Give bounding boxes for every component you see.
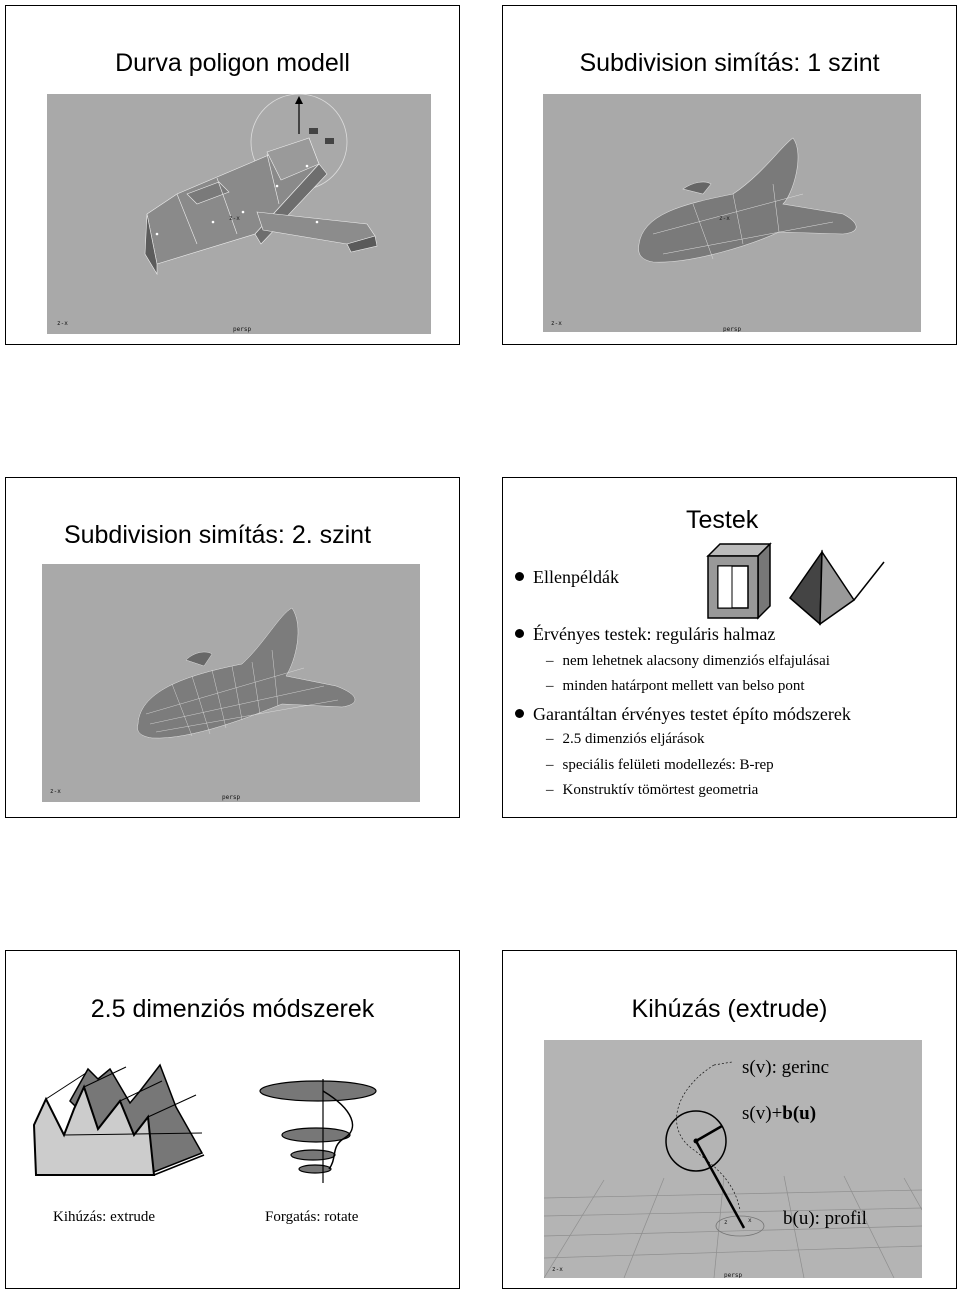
view-label-2: persp <box>723 326 742 332</box>
counterexample-solids <box>698 538 948 628</box>
annotation-gerinc: s(v): gerinc <box>742 1057 830 1078</box>
sub-item-3: – 2.5 dimenziós eljárások <box>546 731 705 747</box>
slide-1 <box>5 5 460 345</box>
svg-text:z-x: z-x <box>719 215 730 222</box>
slide-1-title: Durva poligon modell <box>115 49 350 77</box>
axis-label-6: z-x <box>552 1266 563 1273</box>
sub-item-2: – minden határpont mellett van belso pont <box>546 678 805 694</box>
slide-5-title: 2.5 dimenziós módszerek <box>90 995 375 1023</box>
axis-label-2: z-x <box>551 320 562 327</box>
airplane-subdiv-2 <box>42 564 420 802</box>
bullet-dot <box>515 709 524 718</box>
caption-rotate: Forgatás: rotate <box>265 1209 359 1225</box>
bullet-ervenyes: Érvényes testek: reguláris halmaz <box>515 624 775 645</box>
annotation-sum: s(v)+b(u) <box>742 1103 817 1124</box>
slide-4-title: Testek <box>686 506 759 534</box>
svg-text:z: z <box>724 1219 728 1226</box>
viewport-1 <box>47 94 431 334</box>
slide-6 <box>502 950 957 1289</box>
extrude-illustration <box>30 1059 210 1189</box>
sub-item-4: – speciális felületi modellezés: B-rep <box>546 757 774 773</box>
viewport-3 <box>42 564 420 802</box>
view-label-3: persp <box>222 794 241 801</box>
bullet-dot <box>515 572 524 581</box>
airplane-subdiv-1 <box>543 94 921 332</box>
caption-extrude: Kihúzás: extrude <box>53 1209 156 1225</box>
axis-label-1: z-x <box>57 320 68 327</box>
view-label-6: persp <box>724 1272 743 1278</box>
bullet-dot <box>515 629 524 638</box>
slide-3 <box>5 477 460 818</box>
slide-2 <box>502 5 957 345</box>
extrude-grid-scene <box>544 1040 922 1278</box>
viewport-2 <box>543 94 921 332</box>
viewport-6 <box>544 1040 922 1278</box>
bullet-ellenpeldak: Ellenpéldák <box>515 567 619 588</box>
slide-4 <box>502 477 957 818</box>
sub-item-1: – nem lehetnek alacsony dimenziós elfajulásai <box>546 653 830 669</box>
slide-3-title: Subdivision simítás: 2. szint <box>63 521 372 549</box>
svg-text:x: x <box>748 1217 752 1224</box>
airplane-coarse <box>47 94 431 334</box>
sub-item-5: – Konstruktív tömörtest geometria <box>546 782 759 798</box>
annotation-profil: b(u): profil <box>783 1208 867 1229</box>
rotate-illustration <box>253 1079 383 1189</box>
slide-2-title: Subdivision simítás: 1 szint <box>579 49 880 77</box>
view-label-1: persp <box>233 326 252 333</box>
slide-5 <box>5 950 460 1289</box>
bullet-garantaltan: Garantáltan érvényes testet építo módszerek <box>515 704 851 725</box>
slide-6-title: Kihúzás (extrude) <box>631 995 828 1023</box>
svg-text:z-x: z-x <box>229 215 240 222</box>
axis-label-3: z-x <box>50 788 61 795</box>
